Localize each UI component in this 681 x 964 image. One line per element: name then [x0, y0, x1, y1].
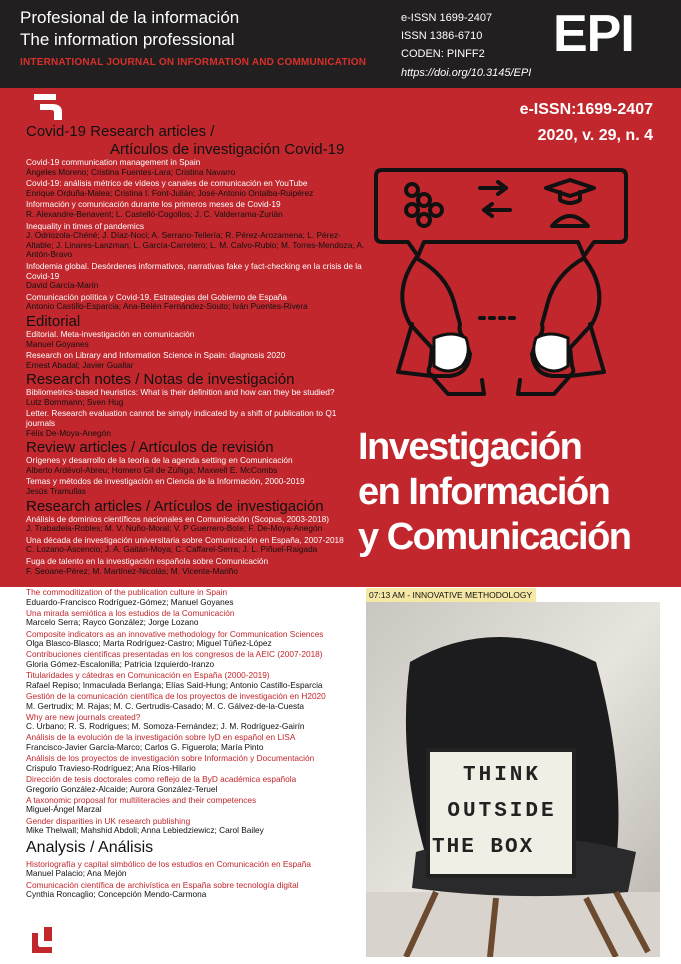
doi-link[interactable]: https://doi.org/10.3145/EPI: [401, 67, 532, 79]
article-authors: C. Urbano; R. S. Rodrigues; M. Somoza-Fernández; J. M. Rodríguez-Gairín: [26, 721, 305, 732]
article-title[interactable]: Análisis de la evolución de la investigación sobre IyD en español en LISA: [26, 732, 296, 743]
article-title[interactable]: Comunicación política y Covid-19. Estrategias del Gobierno de España: [26, 291, 288, 302]
epi-mark-bottom-icon: [30, 927, 66, 953]
masthead-title-en: The information professional: [20, 30, 235, 49]
chair-lightbox-photo: [366, 602, 660, 957]
issue-eissn: e-ISSN:1699-2407: [519, 101, 653, 118]
table-of-contents: [26, 122, 366, 578]
article-title[interactable]: Una mirada semiótica a los estudios de la Comunicación: [26, 607, 235, 618]
article-authors: R. Alexandre-Benavent; L. Castelló-Cogollos; J. C. Valderrama-Zurián: [26, 208, 283, 219]
article-title[interactable]: Gender disparities in UK research publishing: [26, 815, 191, 826]
article-authors: Ernest Abadal; Javier Guallar: [26, 359, 134, 370]
article-title[interactable]: Temas y métodos de investigación en Ciencia de la Información, 2000-2019: [26, 476, 305, 487]
article-title[interactable]: Editorial. Meta-investigación en comunicación: [26, 328, 195, 339]
article-authors: J. Trabadela-Robles; M. V. Nuño-Moral; V. P Guerrero-Bote; F. De-Moya-Anegón: [26, 523, 323, 534]
article-title[interactable]: Historiografía y capital simbólico de los estudios en Comunicación en España: [26, 858, 312, 869]
article-authors: J. Odriozola-Chéné; J. Díaz-Noci; A. Serrano-Tellería; R. Pérez-Arozamena; L. Pérez-Altable; J. Linares-Lanzman; L. García-Carretero; L. M. Calvo-Rubio; M. Torres-Mendoza; A. Antón-Bravo: [26, 230, 365, 260]
article-title[interactable]: Covid-19 communication management in Spain: [26, 157, 201, 167]
article-authors: Francisco-Javier García-Marco; Carlos G. Figuerola; María Pinto: [26, 742, 264, 753]
article-authors: Eduardo-Francisco Rodríguez-Gómez; Manuel Goyanes: [26, 596, 234, 607]
section-heading: Research articles / Artículos de investigación: [26, 497, 324, 515]
article-authors: Cynthia Roncaglio; Concepción Mendo-Carmona: [26, 889, 207, 900]
article-title[interactable]: Fuga de talento en la investigación española sobre Comunicación: [26, 556, 269, 566]
article-authors: Enrique Orduña-Malea; Cristina I. Font-Julián; José-Antonio Ontalba-Ruipérez: [26, 187, 314, 198]
article-title[interactable]: Comunicación científica de archivística en España sobre tecnología digital: [26, 879, 299, 890]
article-authors: Lutz Bornmann; Sven Hug: [26, 396, 124, 407]
section-heading: Review articles / Artículos de revisión: [26, 439, 274, 457]
sign-line-1: THINK: [462, 764, 541, 787]
table-of-contents-continued: [26, 588, 360, 901]
article-authors: Manuel Palacio; Ana Mejón: [26, 868, 127, 879]
article-authors: Rafael Repiso; Inmaculada Berlanga; Elías Said-Hung; Antonio Castillo-Esparcia: [26, 679, 323, 690]
cover-title: [358, 425, 674, 560]
article-title[interactable]: Letter. Research evaluation cannot be simply indicated by a shift of publication to Q1 journals: [26, 408, 337, 429]
cover-title-line-2: en Información: [358, 471, 610, 513]
article-title[interactable]: Análisis de los proyectos de investigación sobre Información y Documentación: [26, 753, 315, 764]
masthead-title-es: Profesional de la información: [20, 8, 240, 27]
article-authors: David García-Marín: [26, 280, 99, 291]
epi-mark-icon: [34, 94, 68, 120]
article-title[interactable]: Orígenes y desarrollo de la teoría de la agenda setting en Comunicación: [26, 455, 293, 466]
article-title[interactable]: Why are new journals created?: [26, 711, 141, 722]
article-title[interactable]: Contribuciones científicas presentadas en los congresos de la AEIC (2007-2018): [26, 649, 323, 660]
article-title[interactable]: A taxonomic proposal for multiliteracies and their competences: [26, 794, 257, 805]
article-authors: M. Gertrudix; M. Rajas; M. C. Gertrudis-Casado; M. C. Gálvez-de-la-Cuesta: [26, 700, 305, 711]
article-title[interactable]: Inequality in times of pandemics: [26, 220, 145, 231]
masked-researchers-illustration: [372, 162, 630, 422]
article-authors: C. Lozano-Ascencio; J. A. Gaitán-Moya; C. Caffarel-Serra; J. L. Piñuel-Raigada: [26, 544, 318, 555]
article-title[interactable]: Composite indicators as an innovative methodology for Communication Sciences: [26, 628, 324, 639]
article-title[interactable]: Dirección de tesis doctorales como reflejo de la ByD académica española: [26, 774, 297, 785]
masthead: [0, 0, 681, 88]
article-authors: Alberto Ardèvol-Abreu; Homero Gil de Zúñiga; Maxwell E. McCombs: [26, 464, 278, 475]
sign-line-2: OUTSIDE: [447, 800, 557, 823]
section-heading-es: Artículos de investigación Covid-19: [110, 141, 345, 158]
article-title[interactable]: Infodemia global. Desórdenes informativos, narrativas fake y fact-checking en la crisis de la Covid-19: [26, 260, 362, 281]
article-authors: Mike Thelwall; Mahshid Abdoli; Anna Lebiedziewicz; Carol Bailey: [26, 825, 264, 836]
article-authors: F. Seoane-Pérez; M. Martínez-Nicolás; M. Vicente-Mariño: [26, 565, 238, 576]
article-authors: Manuel Goyanes: [26, 338, 89, 349]
section-heading: Editorial: [26, 312, 81, 330]
article-title[interactable]: The commoditization of the publication culture in Spain: [26, 587, 228, 597]
cover-title-line-1: Investigación: [358, 426, 582, 468]
article-authors: Crispulo Travieso-Rodríguez; Ana Ríos-Hilario: [26, 762, 196, 773]
section-heading: Analysis / Análisis: [26, 838, 154, 856]
article-title[interactable]: Una década de investigación universitaria sobre Comunicación en España, 2007-2018: [26, 534, 344, 545]
article-authors: Jesús Tramullas: [26, 486, 86, 497]
lightbox-sign: [432, 758, 572, 866]
article-title[interactable]: Bibliometrics-based heuristics: What is their definition and how can they be studied?: [26, 387, 335, 398]
issn-label: ISSN 1386-6710: [401, 30, 483, 42]
article-authors: Gloria Gómez-Escalonilla; Patricia Izquierdo-Iranzo: [26, 658, 215, 669]
article-title[interactable]: Research on Library and Information Science in Spain: diagnosis 2020: [26, 350, 286, 361]
article-authors: Miguel-Ángel Marzal: [26, 804, 102, 815]
article-authors: Gregorio González-Alcaide; Aurora González-Teruel: [26, 783, 218, 794]
section-heading: Research notes / Notas de investigación: [26, 371, 295, 389]
article-title[interactable]: Titularidades y cátedras en Comunicación en España (2000-2019): [26, 670, 270, 681]
article-authors: Antonio Castillo-Esparcia; Ana-Belén Fernández-Souto; Iván Puentes-Rivera: [26, 301, 308, 312]
eissn-label: e-ISSN 1699-2407: [401, 12, 493, 24]
issue-volume: 2020, v. 29, n. 4: [537, 127, 653, 144]
article-title[interactable]: Covid-19: análisis métrico de vídeos y canales de comunicación en YouTube: [26, 178, 308, 189]
photo-caption: 07:13 AM - INNOVATIVE METHODOLOGY: [366, 588, 536, 602]
article-authors: Marcelo Serra; Rayco González; Jorge Lozano: [26, 617, 199, 628]
sign-line-3: THE BOX: [432, 836, 535, 859]
section-heading: Covid-19 Research articles /: [26, 123, 215, 140]
masthead-subtitle: INTERNATIONAL JOURNAL ON INFORMATION AND COMMUNICATION: [20, 57, 367, 68]
article-authors: Félix De-Moya-Anegón: [26, 427, 111, 438]
article-authors: Ángeles Moreno; Cristina Fuentes-Lara; Cristina Navarro: [26, 166, 236, 177]
epi-logo: EPI: [553, 5, 634, 63]
article-title[interactable]: Información y comunicación durante los primeros meses de Covid-19: [26, 199, 281, 210]
article-title[interactable]: Análisis de dominios científicos nacionales en Comunicación (Scopus, 2003-2018): [26, 513, 330, 524]
cover-title-line-3: y Comunicación: [358, 516, 631, 558]
article-title[interactable]: Gestión de la comunicación científica de los proyectos de investigación en H2020: [26, 690, 326, 701]
coden-label: CODEN: PINFF2: [401, 48, 485, 60]
article-authors: Olga Blasco-Blasco; Marta Rodríguez-Castro; Miguel Túñez-López: [26, 638, 272, 649]
